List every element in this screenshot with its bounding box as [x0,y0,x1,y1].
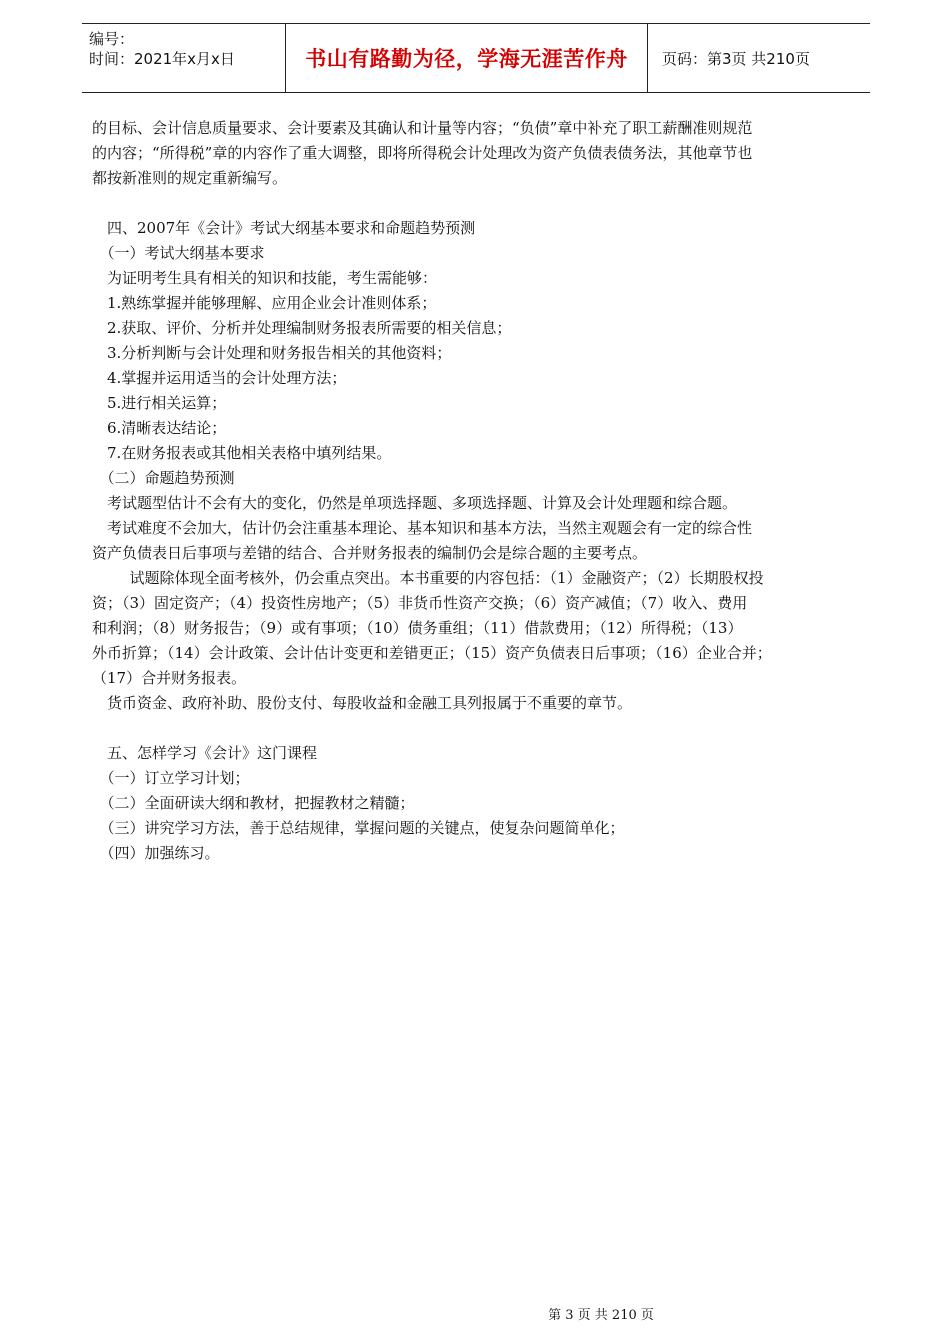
body-line: （四）加强练习。 [92,844,220,862]
body-line: （一）考试大纲基本要求 [92,244,265,262]
body-line: 资；（3）固定资产；（4）投资性房地产；（5）非货币性资产交换；（6）资产减值；（7）收入、费用 [92,594,748,612]
body-line: 2.获取、评价、分析并处理编制财务报表所需要的相关信息； [92,319,512,337]
header-page-code: 页码：第3页 共210页 [662,49,810,68]
body-line: 的目标、会计信息质量要求、会计要素及其确认和计量等内容；“负债”章中补充了职工薪酬准则规范 [92,119,753,137]
body-line: 6.清晰表达结论； [92,419,227,437]
body-line: 资产负债表日后事项与差错的结合、合并财务报表的编制仍会是综合题的主要考点。 [92,544,648,562]
body-line: 5.进行相关运算； [92,394,227,412]
blank-line [92,716,864,741]
body-line: 四、2007年《会计》考试大纲基本要求和命题趋势预测 [92,219,476,237]
body-line: 试题除体现全面考核外，仍会重点突出。本书重要的内容包括：（1）金融资产；（2）长期股权投 [92,569,764,587]
header-motto: 书山有路勤为径，学海无涯苦作舟 [286,24,648,92]
body-line: （17）合并财务报表。 [92,669,247,687]
document-time-label: 时间：2021年x月x日 [89,50,235,68]
body-line: 考试难度不会加大，估计仍会注重基本理论、基本知识和基本方法，当然主观题会有一定的综合性 [92,519,753,537]
body-line: （二）全面研读大纲和教材，把握教材之精髓； [92,794,415,812]
body-line: 五、怎样学习《会计》这门课程 [92,744,318,762]
body-line: 和利润；（8）财务报告；（9）或有事项；（10）债务重组；（11）借款费用；（12）所得税；（13） [92,619,743,637]
document-body [92,116,864,866]
header-meta [82,24,286,92]
body-line: 货币资金、政府补助、股份支付、每股收益和金融工具列报属于不重要的章节。 [92,694,633,712]
body-line: 3.分析判断与会计处理和财务报告相关的其他资料； [92,344,452,362]
body-line: （一）订立学习计划； [92,769,250,787]
blank-line [92,191,864,216]
body-line: 考试题型估计不会有大的变化，仍然是单项选择题、多项选择题、计算及会计处理题和综合题。 [92,494,738,512]
body-line: 1.熟练掌握并能够理解、应用企业会计准则体系； [92,294,437,312]
document-number-label: 编号： [89,30,135,48]
body-line: （三）讲究学习方法，善于总结规律，掌握问题的关键点，使复杂问题简单化； [92,819,625,837]
body-line: 都按新准则的规定重新编写。 [92,169,288,187]
body-line: 的内容；“所得税”章的内容作了重大调整，即将所得税会计处理改为资产负债表债务法，其他章节也 [92,144,753,162]
page-footer: 第 3 页 共 210 页 [548,1308,654,1323]
page-header [82,23,870,93]
body-line: 7.在财务报表或其他相关表格中填列结果。 [92,444,392,462]
body-line: 为证明考生具有相关的知识和技能，考生需能够： [92,269,438,287]
body-line: 外币折算；（14）会计政策、会计估计变更和差错更正；（15）资产负债表日后事项；（16）企业合并； [92,644,772,662]
body-line: （二）命题趋势预测 [92,469,235,487]
body-line: 4.掌握并运用适当的会计处理方法； [92,369,347,387]
